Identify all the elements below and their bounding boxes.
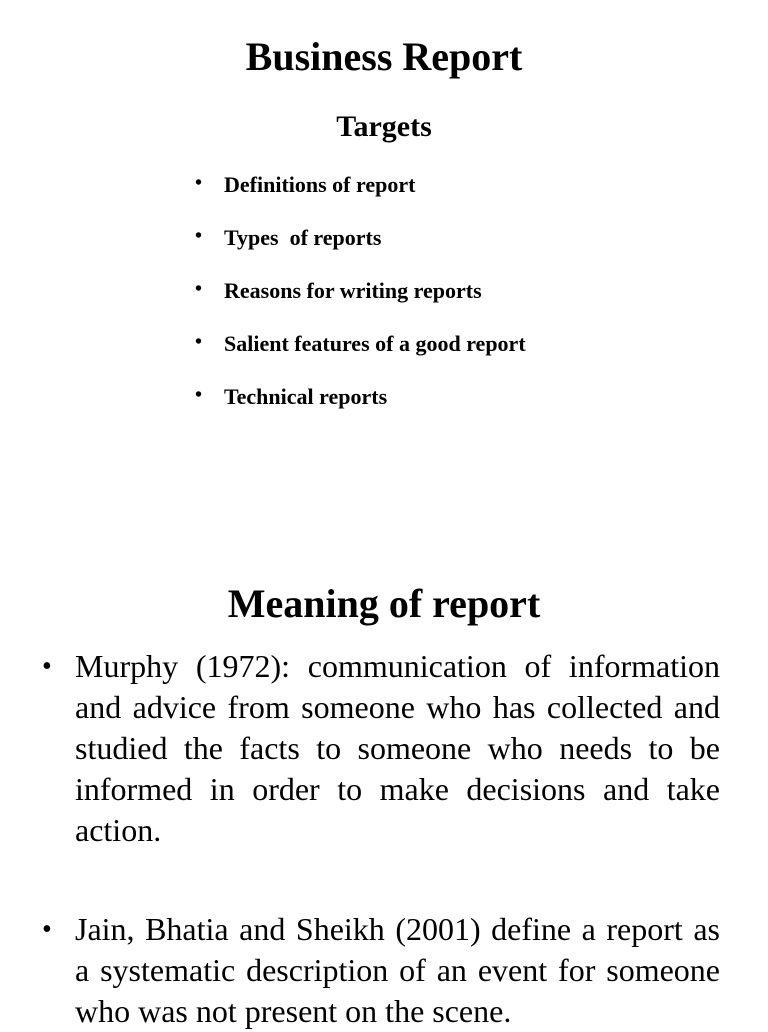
list-item-label: Reasons for writing reports	[224, 278, 482, 303]
definition-text: Jain, Bhatia and Sheikh (2001) define a report as a systematic description of an event for someone who was not present on the scene.	[75, 911, 720, 1029]
bullet-icon: •	[195, 278, 203, 300]
list-item-label: Types of reports	[224, 225, 382, 250]
list-item	[190, 170, 526, 223]
bullet-icon: •	[195, 384, 203, 406]
slide-subtitle: Targets	[336, 110, 432, 143]
bullet-icon: •	[195, 331, 203, 353]
targets-list	[190, 170, 526, 435]
bullet-icon: •	[42, 651, 52, 682]
list-item-label: Definitions of report	[224, 172, 416, 197]
slide-meaning-of-report	[0, 540, 768, 1029]
bullet-icon: •	[195, 225, 203, 247]
slide-title: Meaning of report	[227, 581, 541, 626]
list-item	[190, 276, 526, 329]
list-item-label: Salient features of a good report	[224, 331, 526, 356]
list-item	[190, 223, 526, 276]
slide-title: Business Report	[245, 34, 523, 79]
definition-item	[40, 909, 720, 1032]
bullet-icon: •	[195, 172, 203, 194]
list-item-label: Technical reports	[224, 384, 388, 409]
bullet-icon: •	[42, 914, 52, 945]
list-item	[190, 329, 526, 382]
definition-list	[40, 646, 720, 1032]
definition-item	[40, 646, 720, 851]
list-item	[190, 382, 526, 435]
definition-text: Murphy (1972): communication of information and advice from someone who has collected and studied the facts to someone who needs to be informed in order to make decisions and take action.	[75, 648, 720, 848]
